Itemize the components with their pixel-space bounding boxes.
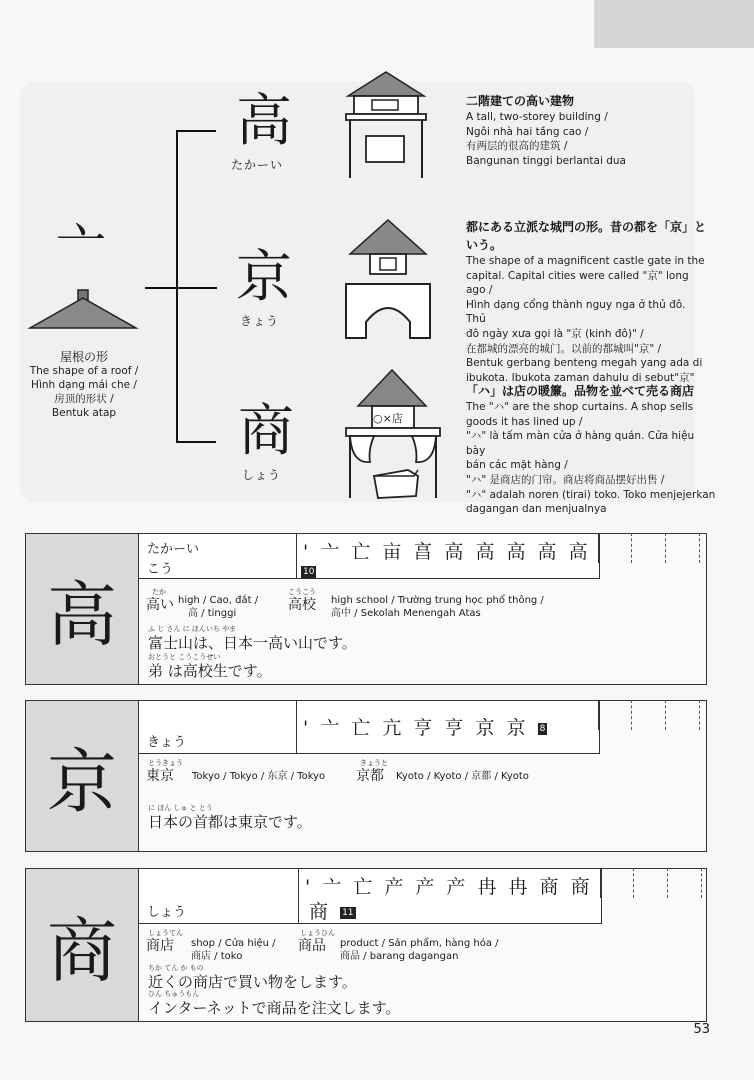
description-line: bán các mặt hàng / [466, 459, 568, 472]
vocab-item [288, 586, 316, 612]
description-line: Bentuk gerbang benteng megah yang ada di [466, 357, 703, 370]
vocab-gloss-line: 高 / tinggi [188, 608, 237, 619]
final-stroke: 商 [309, 901, 332, 923]
entry-kanji: 商 [238, 399, 294, 464]
roof-caption-line: The shape of a roof / [29, 365, 139, 377]
kanji-card [25, 868, 707, 1022]
entry-description [466, 92, 716, 168]
description-line: ibukota. Ibukota zaman dahulu di sebut"京" [466, 371, 695, 384]
tall-building-illustration [340, 70, 432, 180]
example-sentence: 近くの商店で買い物をします。 [148, 973, 357, 991]
description-jp: 二階建ての高い建物 [466, 94, 575, 108]
example-sentence: 日本の首都は東京です。 [148, 813, 312, 831]
vocab-furigana: たか [152, 588, 166, 596]
bracket-stem [145, 287, 217, 289]
example-sentence: 弟 は高校生です。 [148, 662, 272, 680]
description-line: goods it has lined up / [466, 415, 583, 428]
sentence-furigana: おとうと こうこうせい [148, 653, 221, 661]
vocab-gloss [331, 594, 544, 620]
reading-box [138, 533, 298, 579]
stroke-sequence: ' 亠 亡 亢 亨 亨 京 京 [303, 717, 529, 739]
vocab-furigana: しょうてん [148, 929, 183, 937]
sentence-furigana: ひん ちゅうもん [148, 990, 200, 998]
stroke-count-badge: 11 [342, 908, 354, 918]
kanji-card [25, 533, 707, 685]
vocab-word: 高校 [288, 597, 316, 613]
vocab-gloss: Tokyo / Tokyo / 东京 / Tokyo [192, 771, 326, 782]
stroke-count [301, 561, 316, 580]
roof-radical: 亠 [56, 218, 106, 276]
stroke-count-badge: 10 [303, 566, 315, 577]
description-line: "ハ" 是商店的门帘。商店将商品摆好出售 / [466, 473, 665, 486]
entry-reading: たかーい [231, 158, 284, 172]
writing-grid [600, 868, 705, 898]
on-reading: きょう [147, 735, 187, 750]
vocab-item [146, 757, 183, 783]
stroke-count-badge: 8 [539, 724, 546, 734]
shop-sign: ○×店 [373, 412, 403, 425]
vocab-item [146, 927, 183, 953]
vocab-gloss-line: high / Cao, đắt / [178, 595, 259, 606]
on-reading: しょう [147, 905, 187, 920]
vocab-word: 京都 [356, 768, 384, 784]
description-line: A tall, two-storey building / [466, 111, 608, 123]
description-line: Bangunan tinggi berlantai dua [466, 154, 626, 167]
bracket-arm [176, 130, 216, 132]
example-sentence: インターネットで商品を注文します。 [148, 999, 401, 1017]
stroke-order: ' 亠 亡 亩 亯 高 高 高 高 高 [303, 541, 591, 563]
page-number: 53 [693, 1022, 710, 1037]
roof-caption-line: Hình dạng mái che / [31, 379, 137, 391]
description-jp: 都にある立派な城門の形。昔の都を「京」という。 [466, 220, 707, 252]
stroke-order-box [296, 700, 600, 754]
vocab-furigana: こうこう [288, 588, 316, 596]
roof-caption-line: 房顶的形状 / [54, 393, 114, 405]
description-line: The "ハ" are the shop curtains. A shop sells [466, 401, 694, 413]
vocab-word: 商店 [146, 938, 174, 954]
vocab-furigana: とうきょう [148, 759, 183, 767]
stroke-order-box [296, 533, 600, 579]
entry-reading: きょう [240, 314, 280, 328]
vocab-gloss-line: 商品 / barang dagangan [340, 951, 459, 962]
description-line: "ハ" adalah noren (tirai) toko. Toko menjejerkan [466, 488, 716, 501]
stroke-order [303, 713, 547, 740]
entry-description [466, 218, 706, 385]
description-jp: 「ハ」は店の暖簾。品物を並べて売る商店 [466, 384, 695, 398]
vocab-gloss-line: 高中 / Sekolah Menengah Atas [331, 608, 481, 619]
vocab-furigana: きょうと [360, 759, 388, 767]
vocab-word: 商品 [298, 938, 326, 954]
description-line: đô ngày xưa gọi là "京 (kinh đô)" / [466, 327, 644, 340]
sentence-furigana: ふ じ さん に ほんいち やま [148, 625, 237, 633]
vocab-gloss-line: shop / Cửa hiệu / [191, 938, 276, 949]
description-line: The shape of a magnificent castle gate in the [466, 255, 705, 267]
kun-reading: たかーい [147, 542, 200, 557]
description-line: 有两层的很高的建筑 / [466, 140, 568, 153]
vocab-item [298, 927, 335, 953]
roof-caption-line: Bentuk atap [51, 407, 117, 419]
card-kanji: 高 [26, 534, 139, 684]
vocab-gloss-line: product / Sản phẩm, hàng hóa / [340, 938, 499, 949]
vocab-item [146, 586, 174, 612]
on-reading: こう [147, 562, 174, 577]
vocab-gloss [178, 594, 258, 620]
vocab-word: 東京 [146, 768, 174, 784]
vocab-gloss: Kyoto / Kyoto / 京都 / Kyoto [396, 771, 529, 782]
card-kanji: 商 [26, 869, 139, 1021]
vocab-gloss-line: 商店 / toko [191, 951, 243, 962]
stroke-order-final [309, 897, 356, 924]
bracket-arm [176, 441, 216, 443]
vocab-gloss [191, 937, 276, 963]
vocab-gloss [340, 937, 499, 963]
corner-tab [594, 0, 754, 48]
description-line: dagangan dan menjualnya [466, 503, 607, 516]
entry-kanji: 京 [236, 245, 292, 310]
description-line: Hình dạng cổng thành nguy nga ở thủ đô. Thủ [466, 298, 686, 326]
vocab-word: 高い [146, 597, 174, 613]
description-line: 在都城的漂亮的城门。以前的都城叫"京" / [466, 342, 662, 355]
kanji-card [25, 700, 707, 852]
roof-caption [14, 350, 154, 420]
stroke-order: ' 亠 亡 产 产 产 冉 冉 商 商 [305, 876, 593, 898]
vocab-furigana: しょうひん [300, 929, 335, 937]
reading-box [138, 700, 298, 754]
card-kanji: 京 [26, 701, 139, 851]
roof-caption-jp: 屋根の形 [59, 350, 108, 364]
shop-illustration [344, 368, 444, 500]
description-line: capital. Capital cities were called "京" long ago / [466, 269, 689, 297]
sentence-furigana: に ほん しゅ と とう [148, 804, 213, 812]
entry-kanji: 高 [236, 89, 292, 154]
vocab-gloss-line: high school / Trường trung học phổ thông / [331, 595, 544, 606]
entry-description [466, 382, 716, 517]
writing-grid [598, 533, 705, 563]
bracket-vertical [176, 130, 178, 442]
entry-reading: しょう [242, 468, 282, 482]
sentence-furigana: ちか てん か もの [148, 964, 204, 972]
example-sentence: 富士山は、日本一高い山です。 [148, 634, 357, 652]
roof-illustration [26, 288, 142, 336]
reading-box [138, 868, 300, 924]
description-line: Ngôi nhà hai tầng cao / [466, 125, 589, 138]
stroke-order-box [298, 868, 602, 924]
writing-grid [598, 700, 705, 730]
vocab-item [356, 757, 388, 783]
description-line: "ハ" là tấm màn cửa ở hàng quán. Cửa hiệu bày [466, 430, 695, 457]
castle-gate-illustration [340, 218, 436, 340]
